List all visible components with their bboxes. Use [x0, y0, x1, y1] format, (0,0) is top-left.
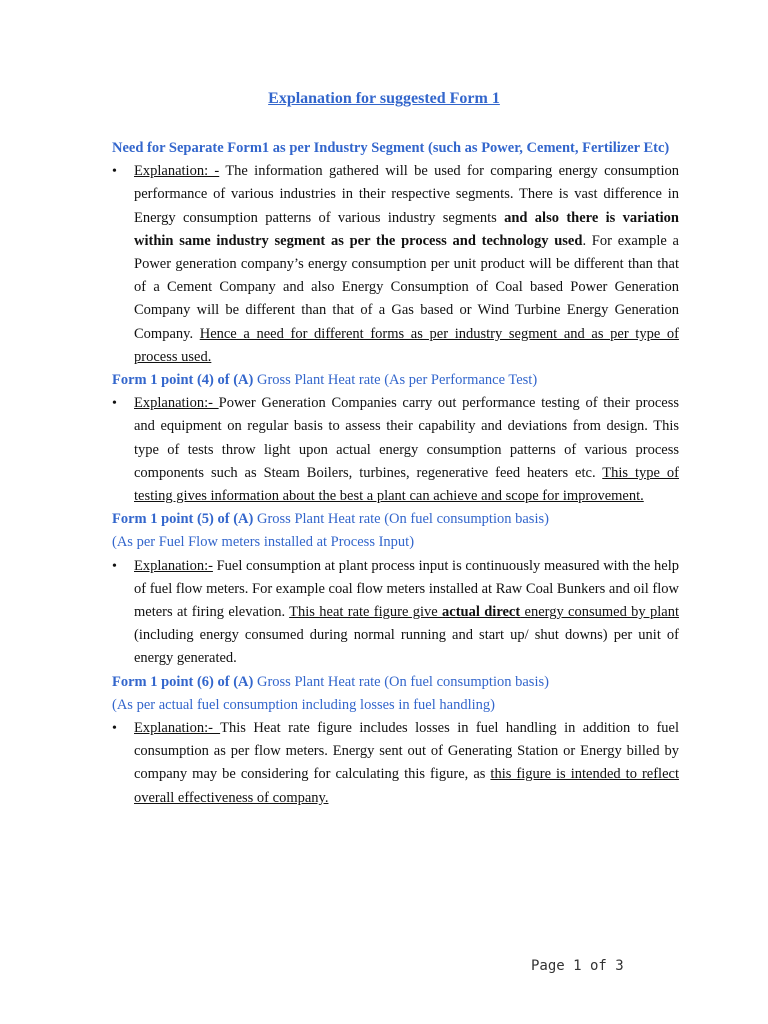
- heading-bold-part: Form 1 point (4) of (A): [112, 372, 254, 389]
- explanation-label: Explanation:-: [134, 720, 221, 737]
- underlined-bold-text: actual direct: [442, 604, 521, 621]
- bullet-paragraph: [112, 160, 679, 369]
- section-subheading: (As per Fuel Flow meters installed at Process Input): [112, 534, 415, 551]
- bullet-icon: •: [112, 558, 117, 574]
- bullet-icon: •: [112, 721, 117, 737]
- paragraph-text: (including energy consumed during normal running and start up/ shut downs) per unit of energy generated.: [134, 627, 679, 667]
- section-heading-point-4: [112, 369, 679, 392]
- underlined-text: This heat rate figure give: [289, 604, 443, 621]
- bullet-icon: •: [112, 164, 117, 180]
- explanation-label: Explanation:-: [134, 557, 213, 574]
- underlined-text: This type of testing gives information about the best a plant can achieve and scope for improvement.: [134, 464, 679, 505]
- underlined-text: Hence a need for different forms as per industry segment and as per type of process used.: [134, 325, 679, 365]
- paragraph-text: The information gathered will be used for comparing energy consumption performance of various industries in their respective segments. There is vast difference in Energy consumption patterns of various industry segments: [134, 163, 679, 226]
- bullet-icon: •: [112, 396, 117, 412]
- heading-rest: Gross Plant Heat rate (On fuel consumption basis): [253, 673, 549, 690]
- paragraph-text: . For example a Power generation company’s energy consumption per unit product will be different than that of a Cement Company and also Energy Consumption of Coal based Power Generation Company will be different than that of a Gas based or Wind Turbine Energy Generation Company.: [134, 232, 679, 342]
- explanation-label: Explanation: -: [134, 163, 220, 180]
- heading-bold-part: Form 1 point (5) of (A): [112, 511, 254, 528]
- heading-rest: Gross Plant Heat rate (As per Performance Test): [253, 372, 538, 389]
- paragraph-text: This Heat rate figure includes losses in fuel handling in addition to fuel consumption as per flow meters. Energy sent out of Generating Station or Energy billed by company may be considering for calculating this figure, as: [134, 720, 679, 783]
- bold-text: and also there is variation within same industry segment as per the process and technology used: [134, 209, 679, 249]
- bullet-paragraph: [112, 555, 679, 671]
- section-heading-point-5: [112, 508, 679, 531]
- section-heading-industry-segment: Need for Separate Form1 as per Industry Segment (such as Power, Cement, Fertilizer Etc): [112, 140, 670, 156]
- bullet-paragraph: [112, 717, 679, 810]
- section-heading-point-6: [112, 671, 679, 694]
- explanation-label: Explanation:-: [134, 395, 219, 412]
- page-number: Page 1 of 3: [531, 958, 624, 974]
- document-body: [112, 137, 679, 810]
- underlined-text: energy consumed by plant: [520, 604, 679, 621]
- heading-rest: Gross Plant Heat rate (On fuel consumption basis): [253, 511, 549, 528]
- paragraph-text: Power Generation Companies carry out performance testing of their process and equipment on regular basis to assess their capability and deviations from design. This type of tests throw light upon actual energy consumption patterns of various process components such as Steam Boilers, turbines, regenerative feed heaters etc.: [134, 395, 679, 481]
- bullet-paragraph: [112, 392, 679, 508]
- underlined-text: this figure is intended to reflect overall effectiveness of company.: [134, 766, 679, 806]
- section-subheading: (As per actual fuel consumption including losses in fuel handling): [112, 696, 495, 713]
- heading-bold-part: Form 1 point (6) of (A): [112, 673, 254, 690]
- document-title: Explanation for suggested Form 1: [268, 90, 500, 107]
- paragraph-text: Fuel consumption at plant process input is continuously measured with the help of fuel flow meters. For example coal flow meters installed at Raw Coal Bunkers and oil flow meters at firing elevation.: [134, 557, 679, 621]
